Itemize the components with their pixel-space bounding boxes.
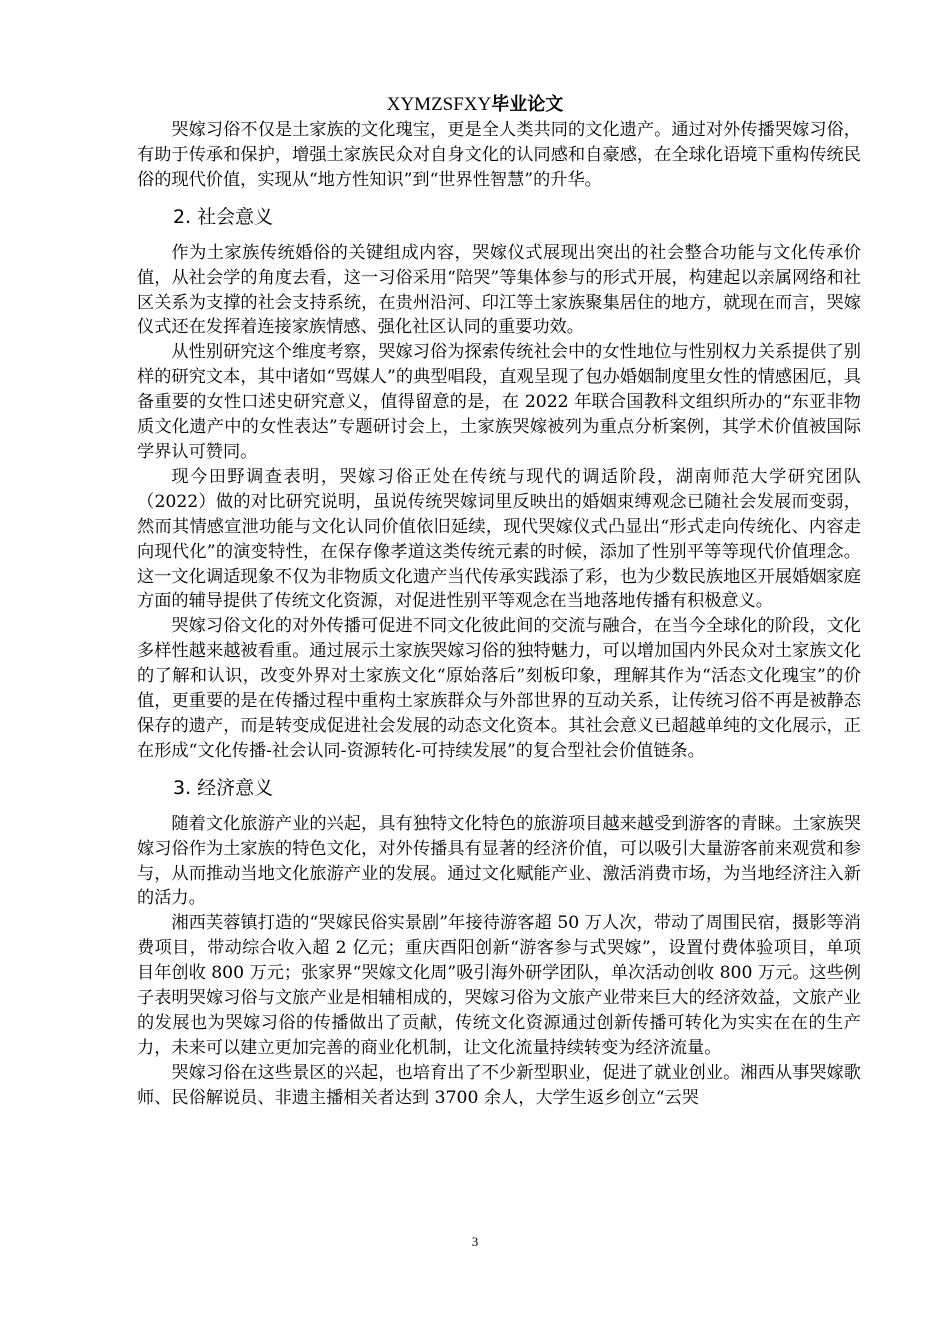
section-heading-economic: 3. 经济意义	[173, 776, 274, 799]
paragraph: 哭嫁习俗文化的对外传播可促进不同文化彼此间的交流与融合，在当今全球化的阶段，文化多样性越来越被看重。通过展示土家族哭嫁习俗的独特魅力，可以增加国内外民众对土家族文化的了解和认识，改变外界对土家族文化“原始落后”刻板印象，理解其作为“活态文化瑰宝”的价值，更重要的是在传播过程中重构土家族群众与外部世界的互动关系，让传统习俗不再是被静态保存的遗产，而是转变成促进社会发展的动态文化资本。其社会意义已超越单纯的文化展示，正在形成“文化传播-社会认同-资源转化-可持续发展”的复合型社会价值链条。	[137, 616, 861, 761]
paragraph: 哭嫁习俗不仅是土家族的文化瑰宝，更是全人类共同的文化遗产。通过对外传播哭嫁习俗，有助于传承和保护，增强土家族民众对自身文化的认同感和自豪感，在全球化语境下重构传统民俗的现代价值，实现从“地方性知识”到“世界性智慧”的升华。	[137, 120, 861, 190]
body-content	[137, 118, 861, 1111]
section-heading-social: 2. 社会意义	[173, 205, 274, 228]
header-latin: XYMZSFXY	[386, 94, 492, 115]
page-number: 3	[471, 1234, 479, 1249]
paragraph: 从性别研究这个维度考察，哭嫁习俗为探索传统社会中的女性地位与性别权力关系提供了别样的研究文本，其中诸如“骂媒人”的典型唱段，直观呈现了包办婚姻制度里女性的情感困厄，具备重要的女性口述史研究意义，值得留意的是，在 2022 年联合国教科文组织所办的“东亚非物质文化遗产中的女性表达”专题研讨会上，土家族哭嫁被列为重点分析案例，其学术价值被国际学界认可赞同。	[137, 342, 861, 462]
paragraph: 作为土家族传统婚俗的关键组成内容，哭嫁仪式展现出突出的社会整合功能与文化传承价值，从社会学的角度去看，这一习俗采用“陪哭”等集体参与的形式开展，构建起以亲属网络和社区关系为支撑的社会支持系统，在贵州沿河、印江等土家族聚集居住的地方，就现在而言，哭嫁仪式还在发挥着连接家族情感、强化社区认同的重要功效。	[137, 242, 861, 338]
header-title: 毕业论文	[491, 94, 564, 115]
paragraph: 哭嫁习俗在这些景区的兴起，也培育出了不少新型职业，促进了就业创业。湘西从事哭嫁歌师、民俗解说员、非遗主播相关者达到 3700 余人，大学生返乡创立“云哭	[137, 1062, 861, 1108]
paragraph: 现今田野调查表明，哭嫁习俗正处在传统与现代的调适阶段，湖南师范大学研究团队（2022）做的对比研究说明，虽说传统哭嫁词里反映出的婚姻束缚观念已随社会发展而变弱，然而其情感宣泄功能与文化认同价值依旧延续，现代哭嫁仪式凸显出“形式走向传统化、内容走向现代化”的演变特性，在保存像孝道这类传统元素的时候，添加了性别平等等现代价值理念。这一文化调适现象不仅为非物质文化遗产当代传承实践添了彩，也为少数民族地区开展婚姻家庭方面的辅导提供了传统文化资源，对促进性别平等观念在当地落地传播有积极意义。	[137, 466, 861, 612]
paragraph: 湘西芙蓉镇打造的“哭嫁民俗实景剧”年接待游客超 50 万人次，带动了周围民宿，摄影等消费项目，带动综合收入超 2 亿元；重庆酉阳创新“游客参与式哭嫁”，设置付费体验项目，单项目年创收 800 万元；张家界“哭嫁文化周”吸引海外研学团队，单次活动创收 800 万元。这些例子表明哭嫁习俗与文旅产业是相辅相成的，哭嫁习俗为文旅产业带来巨大的经济效益，文旅产业的发展也为哭嫁习俗的传播做出了贡献，传统文化资源通过创新传播可转化为实实在在的生产力，未来可以建立更加完善的商业化机制，让文化流量持续转变为经济流量。	[137, 913, 861, 1058]
page-header	[0, 92, 950, 118]
paragraph: 随着文化旅游产业的兴起，具有独特文化特色的旅游项目越来越受到游客的青睐。土家族哭嫁习俗作为土家族的特色文化，对外传播具有显著的经济价值，可以吸引大量游客前来观赏和参与，从而推动当地文化旅游产业的发展。通过文化赋能产业、激活消费市场，为当地经济注入新的活力。	[137, 813, 861, 909]
